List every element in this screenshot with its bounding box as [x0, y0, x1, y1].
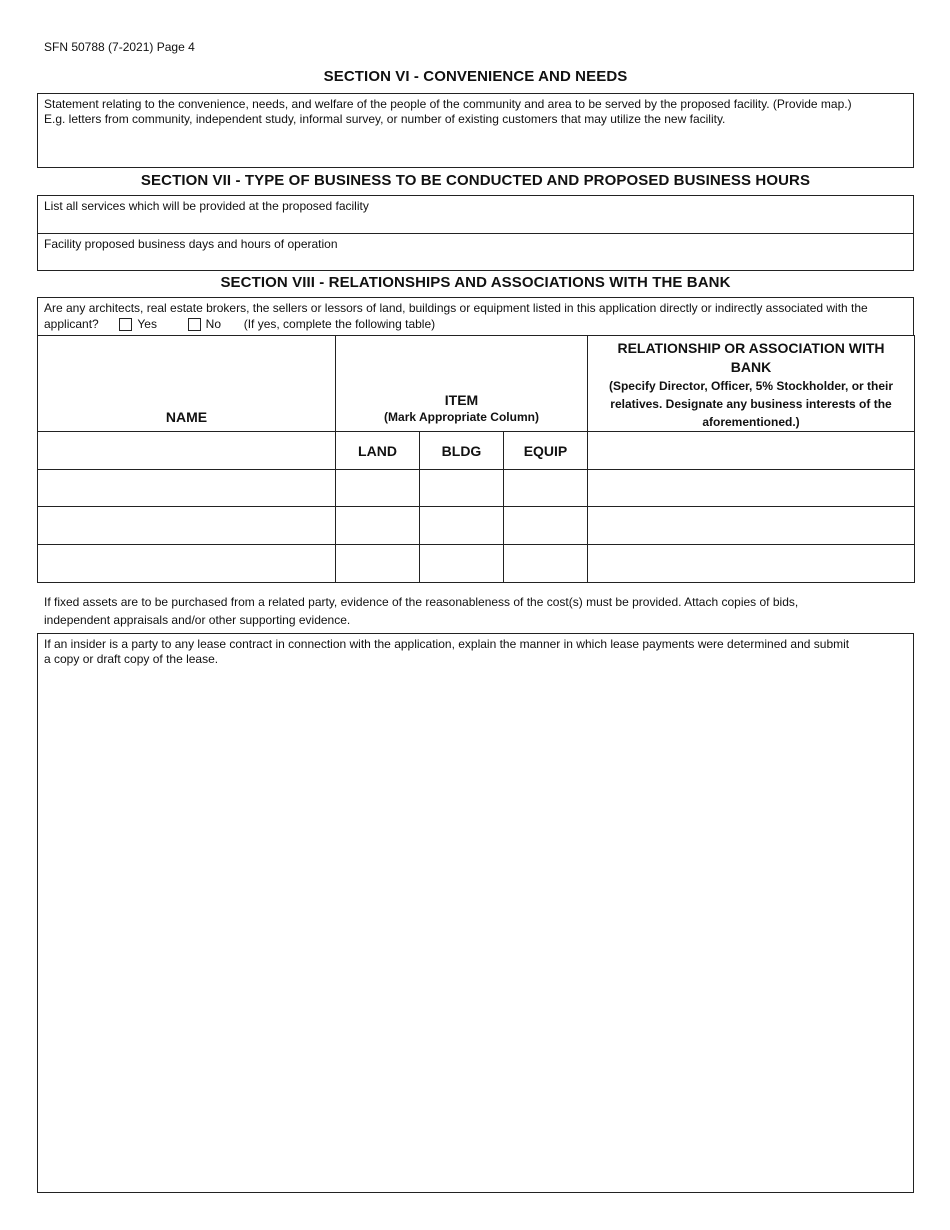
land-subheader: LAND: [336, 432, 420, 470]
relationship-subheader-blank: [588, 432, 915, 470]
row-land-cell[interactable]: [336, 545, 420, 583]
row-bldg-cell[interactable]: [420, 545, 504, 583]
association-question-prefix: applicant?: [44, 317, 99, 331]
name-subheader-blank: [38, 432, 336, 470]
row-land-cell[interactable]: [336, 507, 420, 545]
form-id: SFN 50788 (7-2021) Page 4: [44, 40, 195, 54]
business-hours-label: Facility proposed business days and hours of operation: [44, 237, 338, 251]
services-field[interactable]: [38, 196, 913, 234]
row-bldg-cell[interactable]: [420, 470, 504, 507]
name-column-header: [38, 336, 336, 432]
row-name-cell[interactable]: [38, 545, 336, 583]
table-row: [38, 470, 915, 507]
yes-label: Yes: [137, 317, 157, 331]
section-vi-title: SECTION VI - CONVENIENCE AND NEEDS: [323, 68, 628, 85]
name-header-label: NAME: [165, 409, 208, 425]
equip-subheader: EQUIP: [504, 432, 588, 470]
row-equip-cell[interactable]: [504, 545, 588, 583]
association-question-box: [37, 297, 914, 336]
row-name-cell[interactable]: [38, 507, 336, 545]
convenience-needs-field[interactable]: [37, 93, 914, 168]
association-question-line1: Are any architects, real estate brokers, the sellers or lessors of land, buildings or equipment listed in this application directly or indirectly associated with the: [44, 301, 868, 315]
relationships-table: [37, 335, 915, 583]
relationship-header-sublabel: (Specify Director, Officer, 5% Stockholder, or their relatives. Designate any business interests of the aforementioned.): [608, 379, 894, 429]
item-column-header: [336, 336, 588, 432]
fixed-assets-note: [44, 593, 904, 629]
row-relationship-cell[interactable]: [588, 507, 915, 545]
row-relationship-cell[interactable]: [588, 545, 915, 583]
fixed-assets-line2: independent appraisals and/or other supporting evidence.: [44, 613, 351, 627]
row-bldg-cell[interactable]: [420, 507, 504, 545]
business-hours-field[interactable]: [38, 234, 913, 270]
section-vii-title: SECTION VII - TYPE OF BUSINESS TO BE CONDUCTED AND PROPOSED BUSINESS HOURS: [140, 172, 811, 189]
lease-explanation-field[interactable]: [37, 633, 914, 1193]
yes-checkbox[interactable]: [119, 318, 132, 331]
services-label: List all services which will be provided at the proposed facility: [44, 199, 369, 213]
relationship-header-label: RELATIONSHIP OR ASSOCIATION WITH BANK: [617, 340, 885, 375]
business-type-box: [37, 195, 914, 271]
no-label: No: [205, 317, 222, 331]
lease-line1: If an insider is a party to any lease contract in connection with the application, explain the manner in which lease payments were determined and submit: [44, 637, 850, 651]
item-header-sublabel: (Mark Appropriate Column): [384, 410, 539, 424]
row-land-cell[interactable]: [336, 470, 420, 507]
table-row: [38, 545, 915, 583]
row-equip-cell[interactable]: [504, 507, 588, 545]
lease-line2: a copy or draft copy of the lease.: [44, 652, 219, 666]
relationship-column-header: [588, 336, 915, 432]
fixed-assets-line1: If fixed assets are to be purchased from a related party, evidence of the reasonableness of the cost(s) must be provided. Attach copies of bids,: [44, 595, 799, 609]
no-checkbox[interactable]: [188, 318, 201, 331]
row-equip-cell[interactable]: [504, 470, 588, 507]
bldg-subheader: BLDG: [420, 432, 504, 470]
row-name-cell[interactable]: [38, 470, 336, 507]
item-header-label: ITEM: [444, 392, 479, 408]
convenience-statement-line2: E.g. letters from community, independent study, informal survey, or number of existing customers that may utilize the new facility.: [44, 112, 726, 126]
row-relationship-cell[interactable]: [588, 470, 915, 507]
convenience-statement-line1: Statement relating to the convenience, needs, and welfare of the people of the community and area to be served by the proposed facility. (Provide map.): [44, 97, 852, 111]
table-row: [38, 507, 915, 545]
section-viii-title: SECTION VIII - RELATIONSHIPS AND ASSOCIATIONS WITH THE BANK: [220, 274, 731, 291]
association-question-suffix: (If yes, complete the following table): [243, 317, 436, 331]
